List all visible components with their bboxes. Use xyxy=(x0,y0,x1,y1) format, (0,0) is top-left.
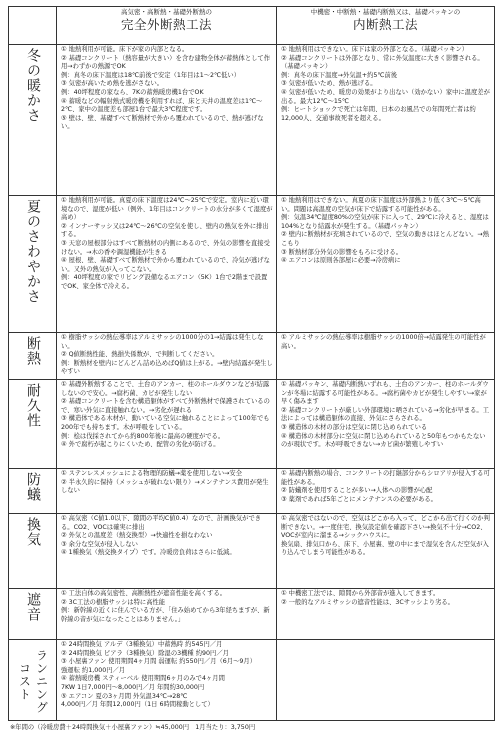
comparison-row xyxy=(9,589,495,640)
header-corner xyxy=(9,7,57,45)
list-item: 例：気温34℃湿度80%の空気が床下に入って、29℃に冷えると、湿度は104%となり結露水が発生する。（基礎パッキン） xyxy=(281,214,489,230)
left-item-list xyxy=(57,469,276,497)
left-method-cell xyxy=(57,380,277,469)
header-right-title: 内断熱工法 xyxy=(352,17,418,32)
list-item: ③ 薬剤であれば5年ごとにメンテナンスの必要がある。 xyxy=(281,495,437,503)
right-item-list xyxy=(277,333,494,352)
list-item: ① 樹脂サッシの熱伝導率はアルミサッシの1000分の1→結露は発生しない。 xyxy=(61,334,264,350)
left-item-list xyxy=(57,45,276,133)
list-item: ⑤ 壁は、壁、基礎すべて断熱材で外から覆われているので、熱が逃げない。 xyxy=(61,114,264,131)
header-left xyxy=(57,7,277,45)
left-method-cell xyxy=(57,640,277,721)
list-item: 例：桧は伐採されてから約800年後に最高の硬度がでる。 xyxy=(61,432,225,440)
category-label: 耐久性 xyxy=(25,383,41,428)
category-cell xyxy=(9,333,57,380)
right-item-list xyxy=(277,196,494,267)
header-right xyxy=(277,7,495,45)
left-method-cell xyxy=(57,514,277,589)
list-item: ③ 気密が低いため、熱が逃げる。 xyxy=(281,80,377,88)
category-label: ランニングコスト xyxy=(17,649,49,714)
category-label: 冬の暖かさ xyxy=(25,48,41,123)
list-item: ① 地熱利用はできない。床下は家の外部となる。（基礎パッキン） xyxy=(281,46,469,53)
left-item-list xyxy=(57,640,276,711)
list-item: ① 基礎パッキン、基礎内断熱いずれも、土台のアンカー、柱のホールダウンが冬場に結露する可能性がある。→腐朽菌やカビが発生しやすい→家が早く傷みます xyxy=(281,381,489,406)
list-item: ① 地熱利用が可能。床下が家の内部となる。 xyxy=(61,46,189,53)
left-method-cell xyxy=(57,45,277,196)
header-right-subtitle: 中機密・中断熱・基礎内断熱又は、基礎パッキンの xyxy=(310,8,461,16)
right-method-cell xyxy=(277,469,495,514)
right-item-list xyxy=(277,514,494,559)
left-method-cell xyxy=(57,589,277,640)
list-item: ④ エアコンは原則各部屋に必要→冷房病に xyxy=(281,257,401,265)
list-item: ① 24時間換気 アルデ（3種換気）中蓄熱時 約545円／月 xyxy=(61,641,223,648)
footer-note: ※年間の（冷暖房費＋24時間換気＋小屋裏ファン）≒45,000円 1月当たり：3,750円 xyxy=(10,724,256,731)
left-item-list xyxy=(57,196,276,293)
list-item: 例：ヒートショックで死亡は年間、日本のお風呂での年間死亡者は約12,000人、交通事故死者を超える。 xyxy=(281,106,476,122)
category-label: 換気 xyxy=(25,517,41,547)
left-item-list xyxy=(57,589,276,625)
list-item: ④ 蓄熱暖房機 スティーベル 使用期間6ヶ月のみで4ヶ月間 xyxy=(61,675,225,683)
comparison-row xyxy=(9,469,495,514)
category-cell xyxy=(9,196,57,333)
category-cell xyxy=(9,469,57,514)
list-item: ② 外気との温度差（熱交換型）→快適性を損なわない xyxy=(61,532,213,540)
list-item: ② 3C工法の樹脂サッシは特に高性能 xyxy=(61,598,166,606)
list-item: ① 地熱利用が可能。真夏の床下温度は24℃～25℃で安定。室内に近い環境なので、湿度が低い（例外、1年目はコンクリートの水分が多くて湿度が高め） xyxy=(61,197,273,222)
list-item: ① 高気密（C値1.0以下、隙間の平均C値0.4）なので、計画換気ができる。CO2、VOCは確実に排出 xyxy=(61,515,262,531)
list-item: ④ 構造体の木材部分に空気に閉じ込められていると50年もつかもたないのが現状です。木が呼吸できない→カビ菌が繁殖しやすい xyxy=(281,432,486,449)
header-row xyxy=(9,7,495,45)
category-label: 防蟻 xyxy=(25,472,41,502)
left-item-list xyxy=(57,380,276,451)
category-label: 断熱 xyxy=(25,336,41,366)
right-method-cell xyxy=(277,589,495,640)
list-item: ② インナーサッシ又は24℃～26℃の空気を使し、壁内の熱気を外に排出する。 xyxy=(61,222,269,239)
left-item-list xyxy=(57,514,276,559)
list-item: ② 基礎コンクリートが厳しい外部環境に晒されている→劣化が早まる。工法によっては構造躯体の直接、外気にさらされる。 xyxy=(281,406,489,423)
list-item: ④ 外で腐朽が起こりにくいため、配管の劣化が防げる。 xyxy=(61,441,220,449)
comparison-row xyxy=(9,45,495,196)
left-method-cell xyxy=(57,333,277,380)
list-item: 例：真冬の床下温度→外気温+約5℃前後 xyxy=(281,71,398,79)
list-item: ③ 気密が高いため熱を逃がさない。 xyxy=(61,80,164,88)
list-item: ③ 断熱材部分外気の影響をもろに受ける。 xyxy=(281,248,402,256)
right-item-list xyxy=(277,45,494,124)
list-item: ② 壁内に断熱材が充填されているので、空気の動きはほとんどない。→熱こもり xyxy=(281,231,489,247)
list-item: 例：40坪程度の家なら、7Kの蓄熱暖房機1台でOK xyxy=(61,88,204,96)
comparison-row xyxy=(9,514,495,589)
list-item: ③ 天窓の屋根部分はすべて断熱材の内側にあるので、外気の影響を直接受けない。→木の香や調湿機能が生きる xyxy=(61,239,270,256)
left-method-cell xyxy=(57,469,277,514)
list-item: ① 高気密ではないので、空気はどこから入って、どこから出て行くのか判断できない。→一度住宅、換気設定値を確認下さい→換気不十分→CO2、VOCが室内に溜まる→シックハウスに。 xyxy=(281,515,490,540)
list-item: ③ 構造体である木材が、動いている空気に触れることによって100年でも200年でも持ちます。木が呼吸をしている。 xyxy=(61,415,270,431)
right-method-cell xyxy=(277,196,495,333)
list-item: ① 中機密工法では、隙間から外部音が進入してきます。 xyxy=(281,590,440,597)
left-item-list xyxy=(57,333,276,378)
right-item-list xyxy=(277,380,494,451)
comparison-row xyxy=(9,196,495,333)
list-item: 換気扇、排気口から、床下、小屋裏、壁の中にまで湿気を含んだ空気が入り込んでしまう可能性がある。 xyxy=(281,540,489,557)
list-item: ① 基礎内断熱の場合、コンクリートの打継部分からシロアリが侵入する可能性がある。 xyxy=(281,470,490,486)
right-method-cell xyxy=(277,640,495,721)
comparison-row xyxy=(9,333,495,380)
category-label: 夏のさわやかさ xyxy=(25,199,41,304)
comparison-row xyxy=(9,380,495,469)
list-item: ② 基礎コンクリートは外部となり、常に外気温度に大きく影響される。（基礎パッキン） xyxy=(281,54,484,71)
comparison-row xyxy=(9,640,495,721)
list-item: ④ 気密が低いため、暖房の効果がより出ない（効かない）家中に温度差が出る。最大12℃～15℃ xyxy=(281,88,490,105)
list-item: ③ 構造体の木材の部分は空気に閉じ込められている xyxy=(281,423,428,431)
right-item-list xyxy=(277,469,494,505)
right-method-cell xyxy=(277,514,495,589)
list-item: ② 一般的なアルミサッシの遮音性能は、3Cサッシより劣る。 xyxy=(281,598,454,606)
list-item: ② 半永久的に保持（メッシュが破れない限り）→メンテナンス費用が発生しない xyxy=(61,478,269,495)
list-item: 例：断熱材を壁内にどんどん詰め込めばQ値は上がる。→壁内結露が発生しやすい xyxy=(61,359,273,376)
list-item: ① 地熱利用はできない。真夏の床下温度は外部熱より低く3℃～5℃高い。問題は高温度の空気が床下で結露する可能性がある。 xyxy=(281,197,481,213)
list-item: ② 基礎コンクリート（熱容量が大きい）を含む建物全体が蓄熱体として作用→わずかの熱源でOK xyxy=(61,54,271,71)
list-item: 例：40坪程度の家でリビング設備なるエアコン（5K）1台で2階まで設置でOK、家全体で冷える。 xyxy=(61,274,268,290)
list-item: 例：新幹線の近くに住んでいる方が、「住み始めてから3年経ちますが、新幹線の音が気になったことはありません。」 xyxy=(61,607,270,623)
header-left-subtitle: 高気密・高断熱・基礎外断熱の xyxy=(121,8,212,16)
left-method-cell xyxy=(57,196,277,333)
category-cell xyxy=(9,380,57,469)
list-item: ① アルミサッシの熱伝導率は樹脂サッシの1000倍→結露発生の可能性が高い。 xyxy=(281,334,486,350)
right-method-cell xyxy=(277,380,495,469)
list-item: ② 防蟻剤を使用することが多い→人体への影響が心配 xyxy=(281,487,433,495)
right-method-cell xyxy=(277,45,495,196)
comparison-document xyxy=(8,6,494,731)
list-item: ② 24時間換気 ピアラ（3種換気）除湿の3機種 約90円／月 xyxy=(61,649,229,657)
list-item: ① ステンレスメッシュによる物理的防蟻→薬を使用しない→安全 xyxy=(61,470,243,477)
list-item: ③ 小屋裏ファン 使用期間4ヶ月間 弱運転 約550円／月（6月～9月） xyxy=(61,658,256,666)
category-cell xyxy=(9,514,57,589)
list-item: ④ 屋根、壁、基礎すべて断熱材で外から覆われているので、冷気が逃げない。又外の熱気が入ってこない。 xyxy=(61,257,270,273)
list-item: ④ 蓄暖などの輻射熱式暖房機を利用すれば、床と天井の温度差は1℃～2℃、家中の温度差も部屋1台で最大3℃程度です。 xyxy=(61,97,263,114)
list-item: ② 基礎コンクリートを含む構造躯体がすべて外断熱材で保護されているので、寒い外気に直接触れない。→劣化が遅れる xyxy=(61,398,270,414)
right-item-list xyxy=(277,640,494,642)
list-item: 強運転 約1,000円／月 xyxy=(61,666,126,674)
comparison-table xyxy=(8,6,495,721)
list-item: 4,000円／月 年間12,000円（1日 6時間稼動として） xyxy=(61,701,214,709)
right-item-list xyxy=(277,589,494,608)
header-left-title: 完全外断熱工法 xyxy=(120,17,212,32)
list-item: 例：真冬の床下温度は18℃前後で安定（1年目は1～2℃低い） xyxy=(61,71,241,79)
category-label: 遮音 xyxy=(25,592,41,622)
list-item: ④ 1種換気（熱交換タイプ）です。冷暖房負荷はさらに低減。 xyxy=(61,549,236,557)
list-item: ⑤ エアコン 夏の3ヶ月間 外気温34℃→28℃ xyxy=(61,692,188,700)
list-item: ① 基礎外断熱することで、土台のアンカー、柱のホールダウンなどが結露しないので安心。→腐朽菌、カビが発生しない xyxy=(61,381,270,397)
list-item: ① 工法自体の高気密性、高断熱性が遮音性能を高くする。 xyxy=(61,590,227,597)
category-cell xyxy=(9,589,57,640)
list-item: ③ 余分な空気が侵入しない xyxy=(61,540,138,548)
right-method-cell xyxy=(277,333,495,380)
list-item: ② Q値断熱性能、熱損失係数が、で判断してください。 xyxy=(61,351,219,359)
category-cell xyxy=(9,640,57,721)
list-item: 7KW 1日7,000円～8,000円／月 年間約30,000円 xyxy=(61,683,205,691)
category-cell xyxy=(9,45,57,196)
